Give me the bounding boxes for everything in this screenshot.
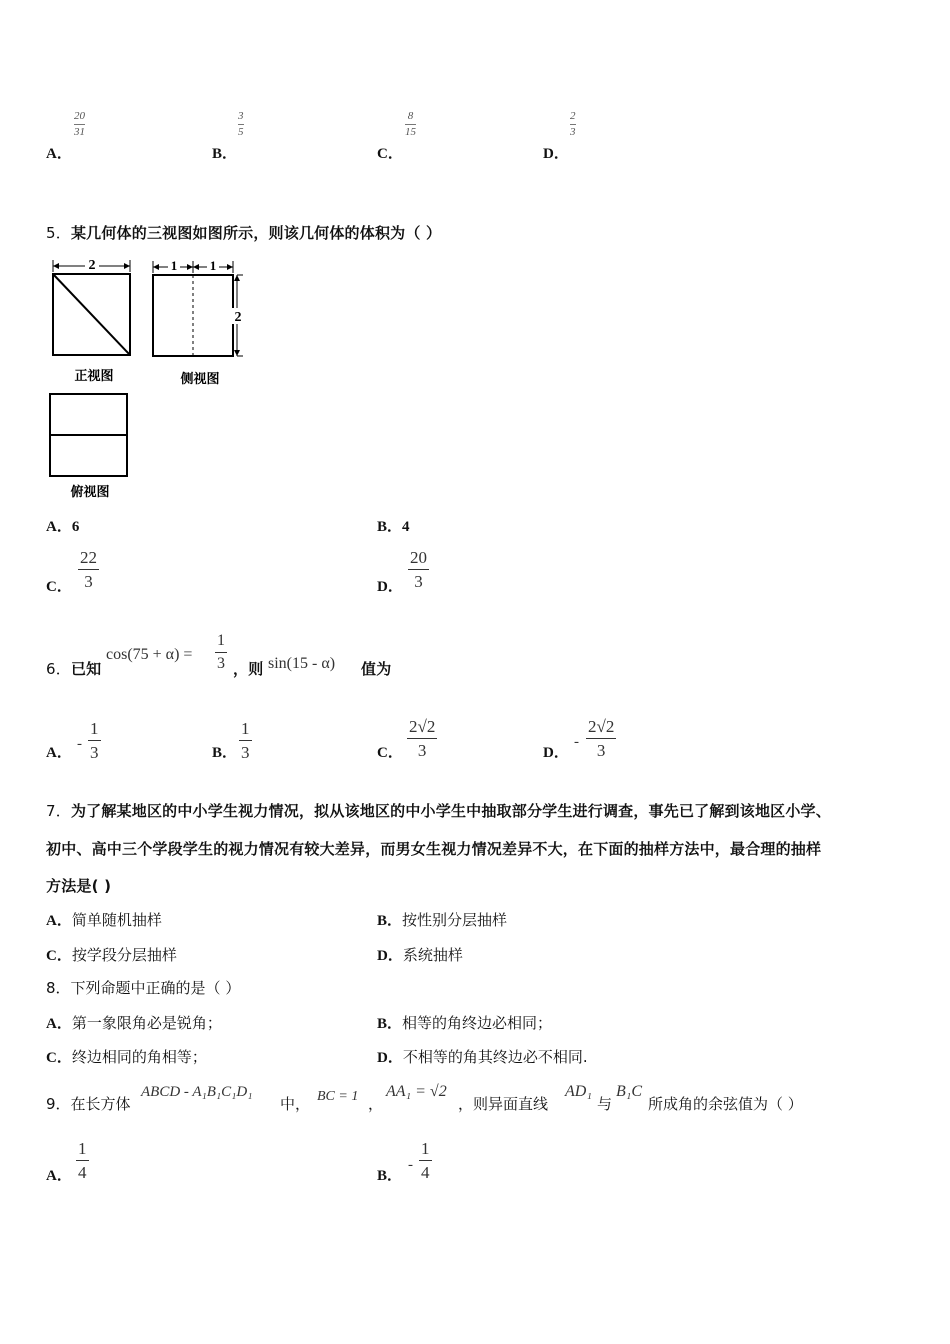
q5-option-d-label: D． xyxy=(377,579,403,595)
q9-prefix xyxy=(46,1093,131,1114)
q6-option-b-fraction xyxy=(239,720,252,761)
q7-option-c xyxy=(46,944,177,965)
q6-option-c-num: 2√2 xyxy=(409,717,436,736)
q6-option-a-fraction xyxy=(88,720,101,761)
q9-number: 9． xyxy=(46,1095,71,1113)
q7-option-c-text: 按学段分层抽样 xyxy=(71,946,177,964)
q9-option-b-num: 1 xyxy=(421,1139,430,1158)
q6-option-c-label: C． xyxy=(377,745,403,761)
q9-b1c: B₁C xyxy=(616,1083,643,1100)
q6-pre: 已知 xyxy=(70,660,102,678)
q8-option-c-label: C． xyxy=(46,1050,72,1066)
q4-option-c-den: 15 xyxy=(405,126,416,138)
q8-option-b-label: B． xyxy=(377,1016,403,1032)
q4-option-d-num: 2 xyxy=(570,110,576,122)
q7-option-a-text: 简单随机抽样 xyxy=(71,911,162,929)
q9-option-a-label: A． xyxy=(46,1168,72,1184)
q6-cos-expression: cos(75 + α) = xyxy=(106,646,193,663)
q8-option-a-text: 第一象限角必是锐角； xyxy=(71,1014,222,1032)
q4-option-b-label: B． xyxy=(212,146,238,162)
q7-line-2: 初中、高中三个学段学生的视力情况有较大差异，而男女生视力情况差异不大，在下面的抽样方法中，最合理的抽样 xyxy=(46,840,822,858)
top-view xyxy=(50,394,127,500)
q9-mid1: 中， xyxy=(280,1095,311,1113)
q5-option-d-den: 3 xyxy=(414,572,423,591)
q6-option-b-den: 3 xyxy=(241,743,250,762)
q4-option-d-fraction xyxy=(570,111,576,138)
q8-option-c xyxy=(46,1046,207,1067)
q6-option-d-label: D． xyxy=(543,745,569,761)
q9-mid2: ，则异面直线 xyxy=(458,1095,549,1113)
front-dim-label: 2 xyxy=(88,258,96,273)
q5-option-a xyxy=(46,515,79,536)
q9-aa1: AA₁ = √2 xyxy=(386,1083,447,1100)
q7-number: 7． xyxy=(46,802,71,820)
q5-option-c-num: 22 xyxy=(80,548,97,567)
q4-option-a-label: A． xyxy=(46,146,72,162)
q4-option-a-den: 31 xyxy=(74,126,85,138)
side-view xyxy=(153,258,245,387)
q6-cos-den: 3 xyxy=(217,655,225,672)
side-dim-right-label: 1 xyxy=(209,258,217,273)
q5-option-d-fraction xyxy=(408,549,429,590)
q4-option-c-fraction xyxy=(405,111,416,138)
q5-number: 5． xyxy=(46,224,71,242)
front-view xyxy=(53,256,130,384)
q4-option-a-num: 20 xyxy=(74,110,85,122)
q9-post: 所成角的余弦值为（ ） xyxy=(648,1095,803,1113)
q5-option-b xyxy=(377,515,410,536)
q8-text: 下列命题中正确的是（ ） xyxy=(70,979,241,997)
q6-option-b-num: 1 xyxy=(241,719,250,738)
q6-option-a-label: A． xyxy=(46,745,72,761)
q8-option-b xyxy=(377,1012,552,1033)
q5-option-c-den: 3 xyxy=(84,572,93,591)
q7-line-3: 方法是( ) xyxy=(46,877,112,895)
q6-post: 值为 xyxy=(361,660,392,678)
q4-option-b-fraction xyxy=(238,111,244,138)
q7-option-b-text: 按性别分层抽样 xyxy=(402,911,508,929)
q9-option-b-sign: - xyxy=(408,1157,413,1173)
q9-solid-name: ABCD - A₁B₁C₁D₁ xyxy=(141,1084,253,1100)
q4-option-b-num: 3 xyxy=(238,110,244,122)
q5-option-b-label: B． xyxy=(377,519,403,535)
q5-option-b-value: 4 xyxy=(402,519,410,535)
q9-ad1: AD₁ xyxy=(565,1083,592,1100)
side-view-caption: 侧视图 xyxy=(180,372,220,387)
q6-option-c-fraction xyxy=(407,718,437,759)
q9-option-a-den: 4 xyxy=(78,1163,87,1182)
q7-option-d-label: D． xyxy=(377,948,403,964)
q7-option-d xyxy=(377,944,463,965)
q6-prefix xyxy=(46,658,101,679)
q7-option-b-label: B． xyxy=(377,913,403,929)
q5-three-view-figure xyxy=(40,254,260,504)
q8-option-c-text: 终边相同的角相等； xyxy=(71,1048,207,1066)
q9-bc: BC = 1 xyxy=(317,1089,359,1104)
q6-option-d-fraction xyxy=(586,718,616,759)
q6-option-d-sign: - xyxy=(574,734,579,750)
q5-option-a-value: 6 xyxy=(71,519,80,535)
q9-option-b-fraction xyxy=(419,1140,432,1181)
q7-line-1 xyxy=(46,800,831,821)
q6-sin-expression: sin(15 - α) xyxy=(268,655,336,672)
q6-option-a-sign: - xyxy=(77,736,82,752)
q8-option-d-text: 不相等的角其终边必不相同. xyxy=(402,1048,588,1066)
top-view-caption: 俯视图 xyxy=(70,485,110,500)
q5-option-a-label: A． xyxy=(46,519,72,535)
q4-option-c-label: C． xyxy=(377,146,403,162)
q6-option-d-num: 2√2 xyxy=(588,717,615,736)
side-dim-height-label: 2 xyxy=(234,310,242,325)
q4-option-b-den: 5 xyxy=(238,126,244,138)
q5-stem xyxy=(46,222,441,243)
q4-option-c-num: 8 xyxy=(407,110,414,122)
q8-option-a-label: A． xyxy=(46,1016,72,1032)
q4-option-a-fraction xyxy=(74,111,85,138)
q7-option-c-label: C． xyxy=(46,948,72,964)
q6-option-a-num: 1 xyxy=(90,719,99,738)
q6-option-a-den: 3 xyxy=(90,743,99,762)
q9-option-b-label: B． xyxy=(377,1168,403,1184)
q7-option-a xyxy=(46,909,162,930)
q7-line1-text: 为了解某地区的中小学生视力情况，拟从该地区的中小学生中抽取部分学生进行调查，事先已了解到该地区小学、 xyxy=(70,802,831,820)
q5-option-c-label: C． xyxy=(46,579,72,595)
q4-option-d-label: D． xyxy=(543,146,569,162)
q8-option-d-label: D． xyxy=(377,1050,403,1066)
side-dim-left-label: 1 xyxy=(170,258,178,273)
q7-option-d-text: 系统抽样 xyxy=(402,946,463,964)
q8-option-d xyxy=(377,1046,588,1067)
q6-option-c-den: 3 xyxy=(417,741,427,760)
q8-option-a xyxy=(46,1012,222,1033)
q8-stem xyxy=(46,977,240,998)
front-view-caption: 正视图 xyxy=(74,369,114,384)
q6-cos-fraction xyxy=(215,633,227,672)
q6-option-d-den: 3 xyxy=(596,741,606,760)
q9-and: 与 xyxy=(597,1095,613,1113)
q8-option-b-text: 相等的角终边必相同； xyxy=(402,1014,553,1032)
q4-option-d-den: 3 xyxy=(570,126,576,138)
q6-option-b-label: B． xyxy=(212,745,238,761)
q9-option-a-num: 1 xyxy=(78,1139,87,1158)
q9-option-b-den: 4 xyxy=(421,1163,430,1182)
q6-mid: ，则 xyxy=(233,660,264,678)
q5-option-d-num: 20 xyxy=(410,548,427,567)
q9-option-a-fraction xyxy=(76,1140,89,1181)
q6-cos-num: 1 xyxy=(217,632,225,649)
q5-option-c-fraction xyxy=(78,549,99,590)
q9-comma: ， xyxy=(368,1095,384,1113)
q9-pre: 在长方体 xyxy=(70,1095,131,1113)
q6-number: 6． xyxy=(46,660,71,678)
q7-option-b xyxy=(377,909,507,930)
q8-number: 8． xyxy=(46,979,71,997)
q7-option-a-label: A． xyxy=(46,913,72,929)
q5-text: 某几何体的三视图如图所示，则该几何体的体积为（ ） xyxy=(70,224,442,242)
